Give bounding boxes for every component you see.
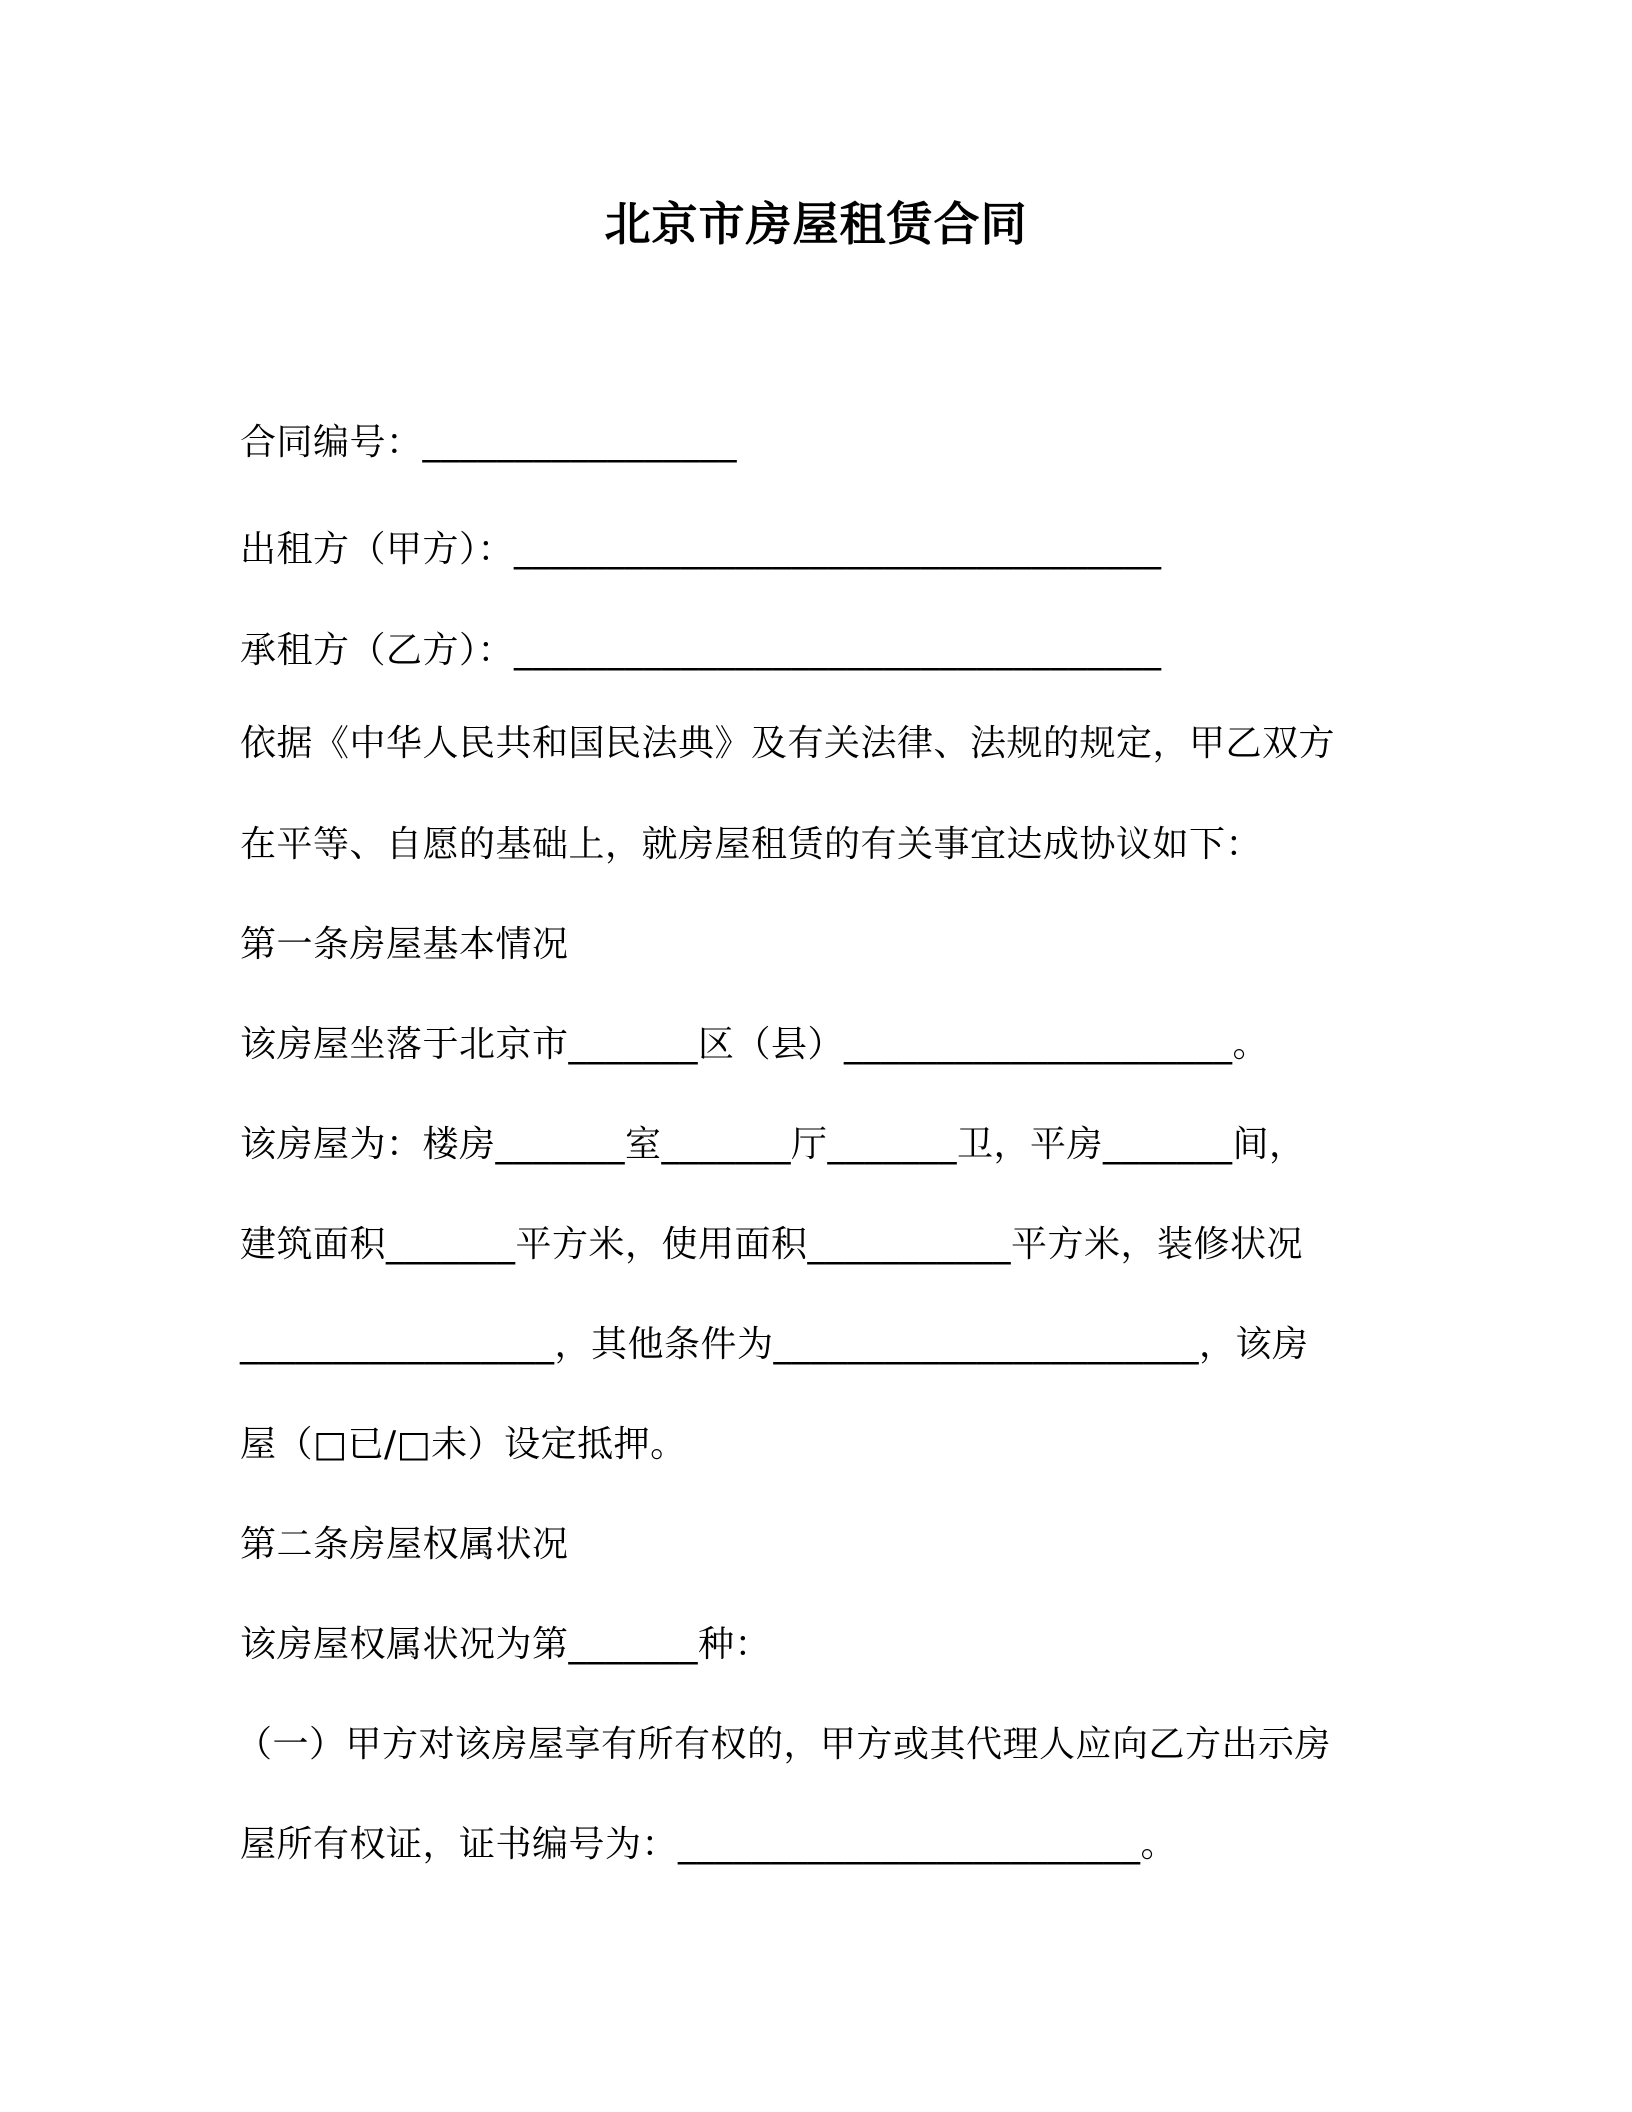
preamble-line-2: 在平等、自愿的基础上，就房屋租赁的有关事宜达成协议如下： <box>240 824 1263 865</box>
article-2-heading: 第二条房屋权属状况 <box>240 1524 569 1565</box>
article-1-area-line: 建筑面积_______平方米，使用面积___________平方米，装修状况 <box>240 1224 1304 1265</box>
contract-number-line: 合同编号：_________________ <box>240 422 738 463</box>
lessor-line: 出租方（甲方）：___________________________________ <box>240 529 1162 570</box>
article-1-conditions-line: _________________，其他条件为_______________________，该房 <box>240 1324 1309 1365</box>
article-1-location-line: 该房屋坐落于北京市_______区（县）_____________________。 <box>240 1024 1270 1065</box>
article-1-rooms-line: 该房屋为：楼房_______室_______厅_______卫，平房_______间， <box>240 1124 1306 1165</box>
preamble-line-1: 依据《中华人民共和国民法典》及有关法律、法规的规定，甲乙双方 <box>240 723 1336 764</box>
article-2-item-1-line-2: 屋所有权证，证书编号为：_________________________。 <box>240 1824 1178 1865</box>
lessee-line: 承租方（乙方）：___________________________________ <box>240 630 1162 671</box>
article-1-mortgage-line: 屋（□已/□未）设定抵押。 <box>240 1424 687 1465</box>
document-title: 北京市房屋租赁合同 <box>604 197 1028 251</box>
article-2-status-line: 该房屋权属状况为第_______种： <box>240 1624 772 1665</box>
article-2-item-1-line-1: （一）甲方对该房屋享有所有权的，甲方或其代理人应向乙方出示房 <box>236 1724 1332 1765</box>
article-1-heading: 第一条房屋基本情况 <box>240 924 569 965</box>
